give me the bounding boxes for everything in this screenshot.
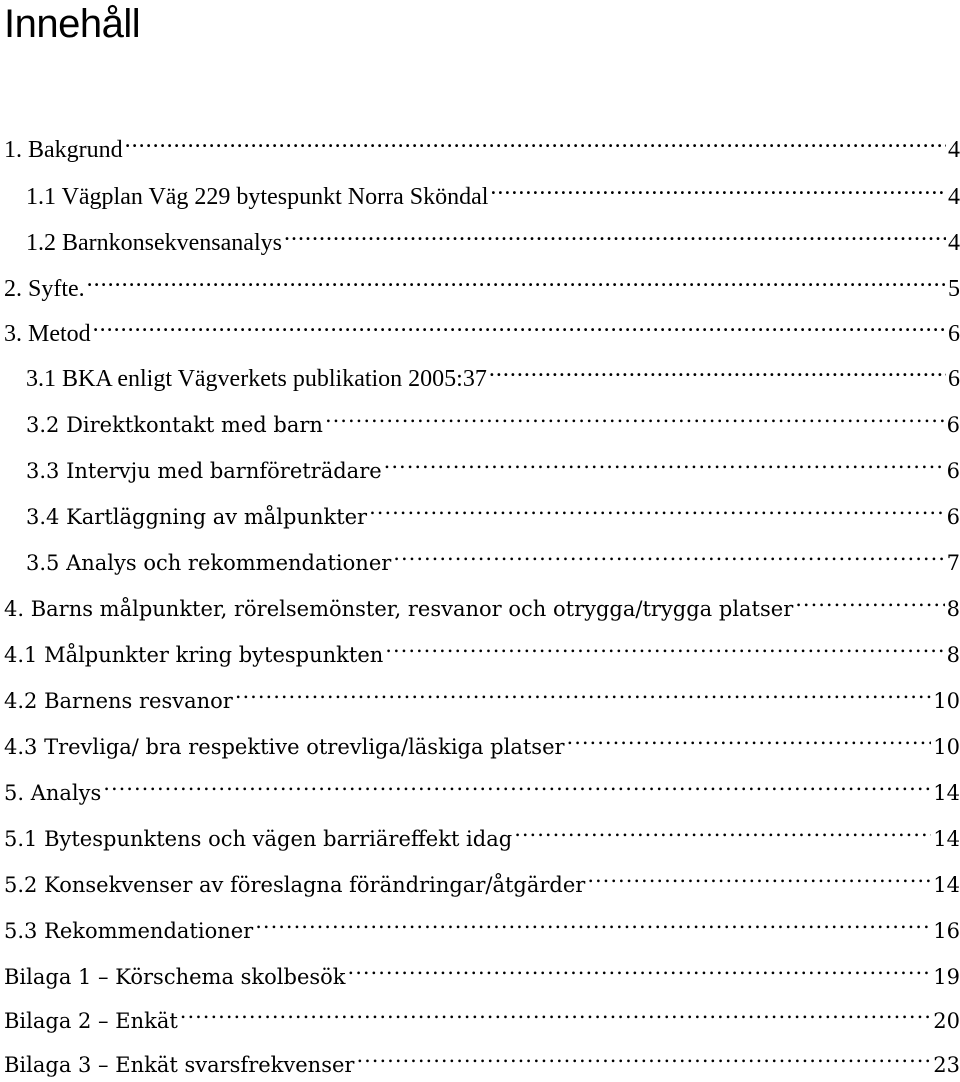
toc-entry-page: 20 xyxy=(933,1009,960,1033)
toc-entry-label: Bilaga 3 – Enkät svarsfrekvenser xyxy=(4,1053,355,1077)
toc-entry[interactable] xyxy=(4,307,960,347)
toc-leader xyxy=(103,766,931,800)
toc-entry-page: 23 xyxy=(933,1053,960,1077)
toc-entry-label: 1.2 Barnkonsekvensanalys xyxy=(26,230,282,256)
toc-entry[interactable] xyxy=(4,262,960,302)
toc-entry[interactable] xyxy=(4,720,960,759)
toc-entry-page: 4 xyxy=(948,184,960,210)
toc-entry[interactable] xyxy=(4,1038,960,1077)
toc-entry-label: 5.2 Konsekvenser av föreslagna förändringar/åtgärder xyxy=(4,873,586,897)
toc-leader xyxy=(356,1038,931,1072)
toc-entry-label: 4.1 Målpunkter kring bytespunkten xyxy=(4,643,384,667)
toc-leader xyxy=(255,904,931,938)
toc-entry[interactable] xyxy=(4,582,960,621)
toc-entry-page: 10 xyxy=(933,735,960,759)
toc-entry-page: 16 xyxy=(933,919,960,943)
toc-leader xyxy=(93,307,946,341)
toc-entry[interactable] xyxy=(4,858,960,897)
toc-leader xyxy=(385,628,944,662)
toc-leader xyxy=(490,170,946,204)
toc-entry-label: 3.5 Analys och rekommendationer xyxy=(26,551,392,575)
toc-leader xyxy=(384,444,945,478)
toc-leader xyxy=(284,216,946,250)
toc-entry-page: 14 xyxy=(933,781,960,805)
toc-entry-page: 8 xyxy=(946,643,960,667)
toc-entry[interactable] xyxy=(4,766,960,805)
toc-entry-label: 3.4 Kartläggning av målpunkter xyxy=(26,505,368,529)
toc-entry-page: 6 xyxy=(946,505,960,529)
toc-entry[interactable] xyxy=(4,674,960,713)
toc-entry-label: 2. Syfte. xyxy=(4,276,85,302)
toc-leader xyxy=(348,950,932,984)
toc-entry-page: 7 xyxy=(946,551,960,575)
toc-entry-page: 5 xyxy=(948,276,960,302)
toc-entry-page: 19 xyxy=(933,965,960,989)
toc-entry-page: 14 xyxy=(933,873,960,897)
toc-leader xyxy=(795,582,944,616)
toc-leader xyxy=(87,262,946,296)
page-title: Innehåll xyxy=(4,2,141,46)
toc-entry-label: 4.3 Trevliga/ bra respektive otrevliga/läskiga platser xyxy=(4,735,565,759)
toc-leader xyxy=(180,994,931,1028)
toc-entry-page: 6 xyxy=(948,321,960,347)
toc-entry[interactable] xyxy=(4,123,960,163)
toc-entry[interactable] xyxy=(26,444,960,483)
toc-entry-page: 14 xyxy=(933,827,960,851)
toc-leader xyxy=(369,490,945,524)
toc-entry-label: 4.2 Barnens resvanor xyxy=(4,689,233,713)
toc-entry-page: 4 xyxy=(948,230,960,256)
toc-entry[interactable] xyxy=(4,904,960,943)
toc-entry-page: 6 xyxy=(948,366,960,392)
toc-entry[interactable] xyxy=(4,628,960,667)
toc-entry-label: 1.1 Vägplan Väg 229 bytespunkt Norra Sköndal xyxy=(26,184,489,210)
toc-entry-label: Bilaga 2 – Enkät xyxy=(4,1009,178,1033)
toc-entry-label: Bilaga 1 – Körschema skolbesök xyxy=(4,965,346,989)
toc-leader xyxy=(514,812,931,846)
toc-leader xyxy=(125,123,946,157)
toc-entry-label: 4. Barns målpunkter, rörelsemönster, resvanor och otrygga/trygga platser xyxy=(4,597,794,621)
toc-entry[interactable] xyxy=(26,216,960,256)
toc-entry[interactable] xyxy=(4,994,960,1033)
toc-leader xyxy=(393,536,944,570)
toc-entry[interactable] xyxy=(26,170,960,210)
toc-leader xyxy=(235,674,931,708)
toc-entry-label: 1. Bakgrund xyxy=(4,137,123,163)
toc-entry-page: 6 xyxy=(946,413,960,437)
toc-leader xyxy=(325,398,945,432)
toc-entry-label: 5.3 Rekommendationer xyxy=(4,919,254,943)
toc-entry-page: 8 xyxy=(946,597,960,621)
toc-entry[interactable] xyxy=(26,398,960,437)
toc-entry-page: 10 xyxy=(933,689,960,713)
toc-entry[interactable] xyxy=(26,352,960,392)
toc-leader xyxy=(489,352,946,386)
toc-leader xyxy=(567,720,932,754)
toc-entry-page: 4 xyxy=(948,137,960,163)
toc-entry-label: 5.1 Bytespunktens och vägen barriäreffekt idag xyxy=(4,827,513,851)
toc-entry-label: 5. Analys xyxy=(4,781,102,805)
toc-entry-label: 3.2 Direktkontakt med barn xyxy=(26,413,323,437)
toc-entry-label: 3.1 BKA enligt Vägverkets publikation 2005:37 xyxy=(26,366,487,392)
toc-entry[interactable] xyxy=(26,536,960,575)
toc-entry-page: 6 xyxy=(946,459,960,483)
toc-entry[interactable] xyxy=(26,490,960,529)
toc-entry-label: 3. Metod xyxy=(4,321,91,347)
toc-entry[interactable] xyxy=(4,812,960,851)
toc-leader xyxy=(587,858,931,892)
toc-entry-label: 3.3 Intervju med barnföreträdare xyxy=(26,459,382,483)
toc-entry[interactable] xyxy=(4,950,960,989)
